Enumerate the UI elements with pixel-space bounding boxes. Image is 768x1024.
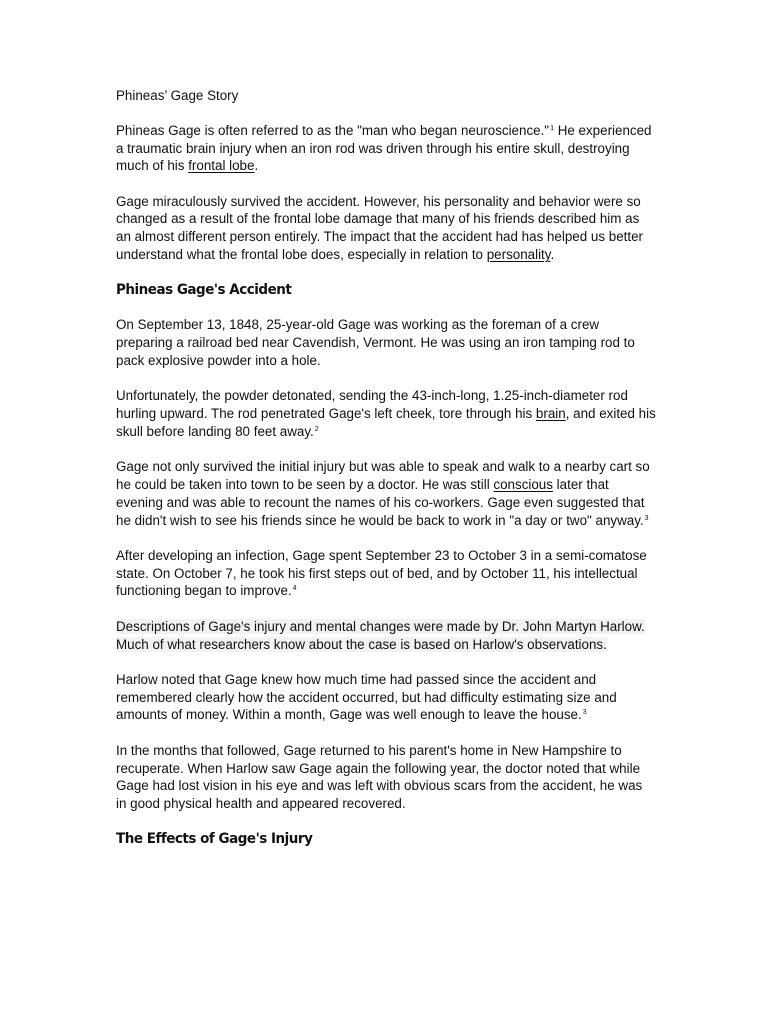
footnote-ref-2[interactable]: 2 bbox=[314, 425, 319, 433]
text-run: Phineas Gage is often referred to as the "man who began neuroscience." bbox=[116, 122, 550, 138]
text-run: later that evening and was able to recount the names of his co-workers. Gage even suggested that he didn't wish to see his friends since he would be back to work in "a day or two" anyway. bbox=[116, 476, 645, 528]
section-heading-accident: Phineas Gage's Accident bbox=[116, 282, 292, 299]
frontal-lobe-link[interactable]: frontal lobe bbox=[188, 158, 255, 174]
accident-paragraph-7: In the months that followed, Gage returned to his parent's home in New Hampshire to recuperate. When Harlow saw Gage again the following year, the doctor noted that while Gage had lost vision in his eye and was left with obvious scars from the accident, he was in good physical health and appeared recovered. bbox=[116, 742, 643, 812]
conscious-link[interactable]: conscious bbox=[493, 476, 553, 492]
text-run: Harlow noted that Gage knew how much time had passed since the accident and remembered clearly how the accident occurred, but had difficulty estimating size and amounts of money. Within a month, Gage was well enough to leave the house. bbox=[116, 671, 617, 723]
text-run: , and exited his skull before landing 80 feet away. bbox=[116, 406, 656, 439]
intro-paragraph-1 bbox=[116, 122, 656, 175]
accident-paragraph-6 bbox=[116, 671, 656, 724]
accident-paragraph-2 bbox=[116, 387, 656, 440]
footnote-ref-3b[interactable]: 3 bbox=[582, 709, 587, 717]
accident-paragraph-5-highlighted bbox=[116, 618, 656, 654]
accident-paragraph-1: On September 13, 1848, 25-year-old Gage was working as the foreman of a crew preparing a railroad bed near Cavendish, Vermont. He was using an iron tamping rod to pack explosive powder into a hole. bbox=[116, 317, 635, 368]
accident-paragraph-3 bbox=[116, 458, 656, 529]
text-run: Unfortunately, the powder detonated, sending the 43-inch-long, 1.25-inch-diameter rod hurling upward. The rod penetrated Gage's left cheek, tore through his bbox=[116, 388, 628, 422]
accident-paragraph-4 bbox=[116, 547, 656, 600]
text-run: . bbox=[550, 247, 555, 263]
text-run: After developing an infection, Gage spent September 23 to October 3 in a semi-comatose state. On October 7, he took his first steps out of bed, and by October 11, his intellectual functioning began to improve. bbox=[116, 547, 647, 599]
footnote-ref-4[interactable]: 4 bbox=[292, 585, 297, 593]
section-heading-effects: The Effects of Gage's Injury bbox=[116, 831, 313, 848]
brain-link[interactable]: brain bbox=[535, 406, 566, 422]
intro-paragraph-2 bbox=[116, 193, 656, 264]
document-title: Phineas’ Gage Story bbox=[116, 88, 239, 103]
highlighted-text: Descriptions of Gage's injury and mental changes were made by Dr. John Martyn Harlow. Much of what researchers know about the case is based on Harlow's observations. bbox=[116, 618, 645, 652]
text-run: Gage miraculously survived the accident. However, his personality and behavior were so changed as a result of the frontal lobe damage that many of his friends described him as an almost different person entirely. The impact that the accident had has helped us better understand what the frontal lobe does, especially in relation to bbox=[116, 193, 644, 263]
text-run: Gage not only survived the initial injury but was able to speak and walk to a nearby cart so he could be taken into town to be seen by a doctor. He was still bbox=[116, 459, 650, 492]
footnote-ref-1[interactable]: 1 bbox=[550, 124, 554, 132]
document-page bbox=[116, 87, 656, 865]
text-run: He experienced a traumatic brain injury when an iron rod was driven through his entire skull, destroying much of his bbox=[116, 122, 652, 174]
footnote-ref-3[interactable]: 3 bbox=[644, 514, 649, 522]
text-run: . bbox=[254, 158, 259, 174]
personality-link[interactable]: personality bbox=[486, 247, 551, 263]
